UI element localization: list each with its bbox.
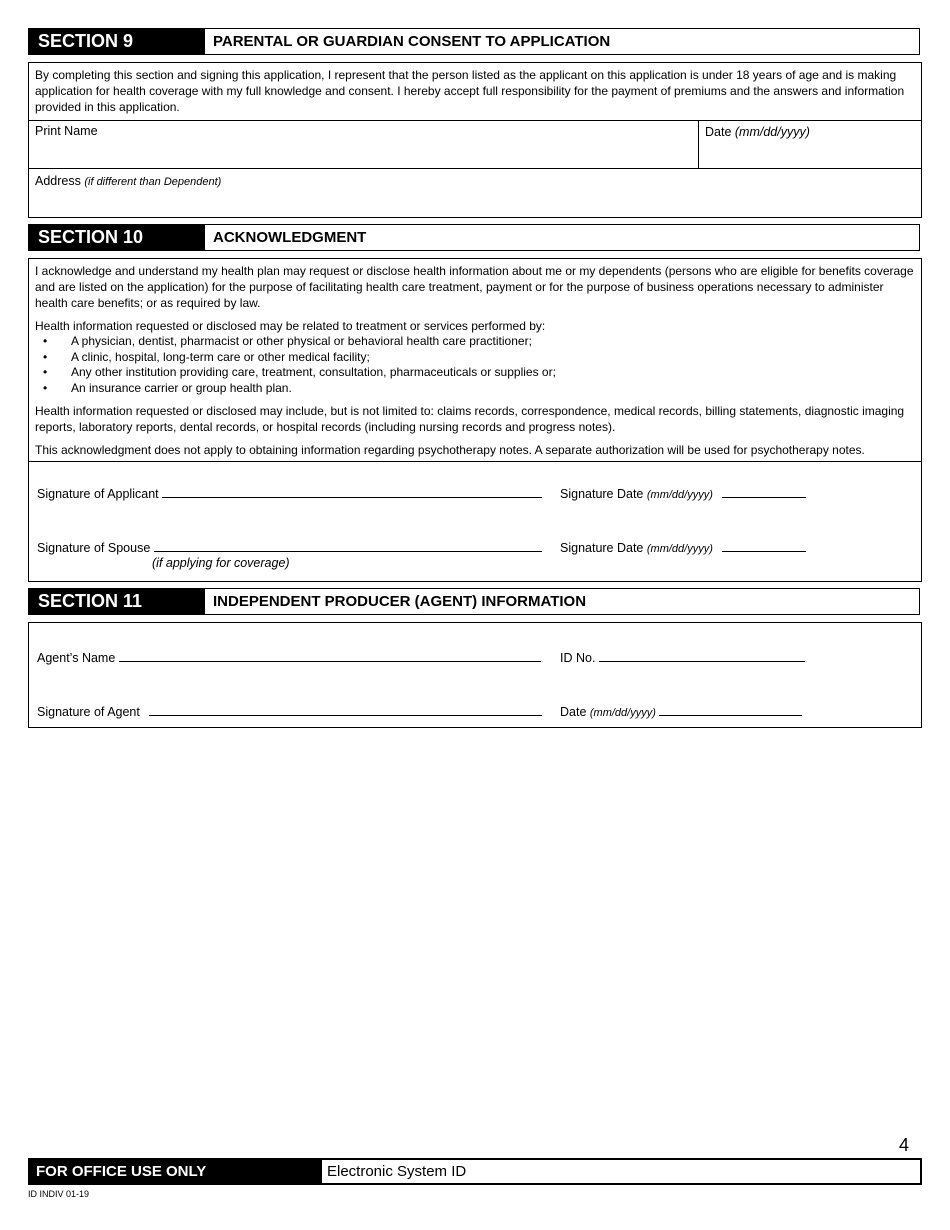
acknowledgment-paragraph-2: Health information requested or disclosed may be related to treatment or services performed by: <box>35 319 546 333</box>
address-note: (if different than Dependent) <box>84 176 222 188</box>
print-name-field[interactable] <box>29 120 698 168</box>
applicant-signature-label: Signature of Applicant <box>37 487 159 501</box>
spouse-signature-line[interactable] <box>154 539 542 552</box>
agent-name-line[interactable] <box>119 649 541 662</box>
address-field[interactable] <box>29 169 921 217</box>
section-11-label: SECTION 11 <box>29 589 205 614</box>
acknowledgment-text <box>35 263 915 458</box>
agent-signature-line[interactable] <box>149 703 542 716</box>
agent-date-line[interactable] <box>659 703 802 716</box>
section-10-title: ACKNOWLEDGMENT <box>213 229 367 246</box>
spouse-signature-label: Signature of Spouse <box>37 541 151 555</box>
section-11-title: INDEPENDENT PRODUCER (AGENT) INFORMATION <box>213 593 587 610</box>
signature-date-label: Signature Date <box>560 541 644 555</box>
section-9-label: SECTION 9 <box>29 29 205 54</box>
agent-name-field[interactable] <box>37 649 541 665</box>
agent-id-line[interactable] <box>599 649 805 662</box>
section-9-title: PARENTAL OR GUARDIAN CONSENT TO APPLICATION <box>213 33 611 50</box>
spouse-signature-date-field[interactable] <box>560 539 806 555</box>
date-label: Date <box>705 125 732 139</box>
consent-statement: By completing this section and signing this application, I represent that the person listed as the applicant on this application is under 18 years of age and is making application for health coverage with my full knowledge and consent. I hereby accept full responsibility for the payment of premiums and the answers and information provided in this application. <box>35 68 905 114</box>
date-field[interactable] <box>699 120 921 168</box>
provider-list <box>29 334 915 396</box>
acknowledgment-paragraph-3: Health information requested or disclosed may include, but is not limited to: claims records, correspondence, medical records, billing statements, diagnostic imaging reports, laboratory reports, dental records, or hospital records (including nursing records and progress notes). <box>35 404 905 434</box>
list-item: • A clinic, hospital, long-term care or other medical facility; <box>29 350 915 366</box>
address-label: Address <box>35 174 81 188</box>
signature-date-label: Signature Date <box>560 487 644 501</box>
spouse-signature-date-line[interactable] <box>722 539 806 552</box>
applicant-signature-field[interactable] <box>37 485 542 501</box>
agent-date-label: Date <box>560 705 587 719</box>
print-name-label: Print Name <box>35 124 98 138</box>
section-9-body <box>28 62 922 218</box>
section-10-body <box>28 258 922 582</box>
acknowledgment-paragraph-1: I acknowledge and understand my health plan may request or disclose health information about me or my dependents (persons who are eligible for benefits coverage and are listed on the application) for the purpose of facilitating health care treatment, payment or for the purpose of business operations necessary to administer health care benefits; or as required by law. <box>35 264 914 310</box>
page-number: 4 <box>899 1135 910 1155</box>
divider <box>29 461 921 462</box>
date-format-hint: (mm/dd/yyyy) <box>734 125 810 139</box>
section-11-body <box>28 622 922 728</box>
applicant-signature-date-field[interactable] <box>560 485 806 501</box>
electronic-system-id-label: Electronic System ID <box>327 1163 467 1180</box>
section-10-header <box>28 224 920 251</box>
agent-id-field[interactable] <box>560 649 805 665</box>
office-use-label: FOR OFFICE USE ONLY <box>30 1160 321 1183</box>
acknowledgment-paragraph-4: This acknowledgment does not apply to obtaining information regarding psychotherapy notes. A separate authorization will be used for psychotherapy notes. <box>35 443 865 457</box>
section-10-label: SECTION 10 <box>29 225 205 250</box>
date-format-hint: (mm/dd/yyyy) <box>646 543 713 555</box>
date-format-hint: (mm/dd/yyyy) <box>589 707 656 719</box>
agent-name-label: Agent’s Name <box>37 651 116 665</box>
spouse-signature-field[interactable] <box>37 539 542 555</box>
applicant-signature-line[interactable] <box>162 485 542 498</box>
list-item: • Any other institution providing care, treatment, consultation, pharmaceuticals or supplies or; <box>29 365 915 381</box>
agent-signature-label: Signature of Agent <box>37 705 140 719</box>
form-code: ID INDIV 01-19 <box>28 1189 90 1199</box>
electronic-system-id-field[interactable] <box>321 1160 920 1183</box>
agent-id-label: ID No. <box>560 651 596 665</box>
section-11-header <box>28 588 920 615</box>
spouse-note: (if applying for coverage) <box>152 556 290 570</box>
agent-signature-field[interactable] <box>37 703 542 719</box>
office-use-bar <box>28 1158 922 1185</box>
applicant-signature-date-line[interactable] <box>722 485 806 498</box>
list-item: • An insurance carrier or group health plan. <box>29 381 915 397</box>
list-item: • A physician, dentist, pharmacist or other physical or behavioral health care practitioner; <box>29 334 915 350</box>
agent-date-field[interactable] <box>560 703 802 719</box>
date-format-hint: (mm/dd/yyyy) <box>646 489 713 501</box>
section-9-header <box>28 28 920 55</box>
